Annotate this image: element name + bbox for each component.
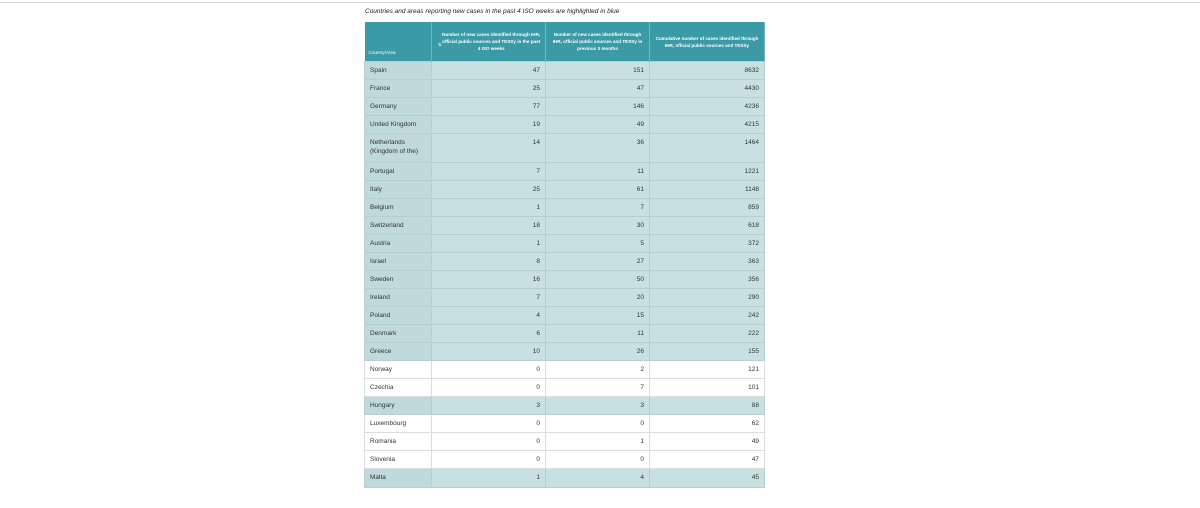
- country-cell: Slovenia: [365, 451, 432, 469]
- previous-3-months-cell: 3: [546, 397, 650, 415]
- cumulative-cell: 1464: [650, 134, 765, 163]
- previous-3-months-cell: 0: [546, 451, 650, 469]
- past-4-weeks-cell: 10: [432, 343, 546, 361]
- cumulative-cell: 618: [650, 217, 765, 235]
- table-body: [365, 62, 765, 488]
- past-4-weeks-cell: 0: [432, 415, 546, 433]
- table-row: [365, 379, 765, 397]
- cumulative-cell: 88: [650, 397, 765, 415]
- cases-table-container: [364, 22, 764, 488]
- table-row: [365, 80, 765, 98]
- country-cell: Denmark: [365, 325, 432, 343]
- cumulative-cell: 222: [650, 325, 765, 343]
- cumulative-cell: 4236: [650, 98, 765, 116]
- previous-3-months-cell: 4: [546, 469, 650, 488]
- country-cell: Austria: [365, 235, 432, 253]
- table-row: [365, 163, 765, 181]
- previous-3-months-cell: 47: [546, 80, 650, 98]
- table-row: [365, 325, 765, 343]
- previous-3-months-cell: 26: [546, 343, 650, 361]
- country-cell: Czechia: [365, 379, 432, 397]
- table-row: [365, 397, 765, 415]
- cumulative-cell: 45: [650, 469, 765, 488]
- previous-3-months-cell: 15: [546, 307, 650, 325]
- past-4-weeks-cell: 25: [432, 181, 546, 199]
- column-header-cumulative[interactable]: Cumulative number of cases identified through IHR, official public sources and TESSy: [650, 22, 765, 62]
- previous-3-months-cell: 20: [546, 289, 650, 307]
- past-4-weeks-cell: 18: [432, 217, 546, 235]
- past-4-weeks-cell: 7: [432, 163, 546, 181]
- table-row: [365, 199, 765, 217]
- country-cell: Belgium: [365, 199, 432, 217]
- previous-3-months-cell: 151: [546, 62, 650, 80]
- table-row: [365, 134, 765, 163]
- table-row: [365, 98, 765, 116]
- past-4-weeks-cell: 14: [432, 134, 546, 163]
- previous-3-months-cell: 7: [546, 199, 650, 217]
- past-4-weeks-cell: 1: [432, 469, 546, 488]
- table-row: [365, 433, 765, 451]
- country-cell: Ireland: [365, 289, 432, 307]
- country-cell: Italy: [365, 181, 432, 199]
- table-row: [365, 116, 765, 134]
- country-cell: Luxembourg: [365, 415, 432, 433]
- table-row: [365, 451, 765, 469]
- cumulative-cell: 356: [650, 271, 765, 289]
- cumulative-cell: 8632: [650, 62, 765, 80]
- column-header-country[interactable]: Country/Area: [365, 22, 432, 62]
- country-cell: Hungary: [365, 397, 432, 415]
- country-cell: Norway: [365, 361, 432, 379]
- previous-3-months-cell: 27: [546, 253, 650, 271]
- table-row: [365, 343, 765, 361]
- country-cell: Greece: [365, 343, 432, 361]
- previous-3-months-cell: 49: [546, 116, 650, 134]
- previous-3-months-cell: 11: [546, 325, 650, 343]
- past-4-weeks-cell: 8: [432, 253, 546, 271]
- country-cell: Israel: [365, 253, 432, 271]
- cumulative-cell: 363: [650, 253, 765, 271]
- table-header-row: [365, 22, 765, 62]
- cumulative-cell: 242: [650, 307, 765, 325]
- country-cell: United Kingdom: [365, 116, 432, 134]
- past-4-weeks-cell: 4: [432, 307, 546, 325]
- table-row: [365, 361, 765, 379]
- cumulative-cell: 49: [650, 433, 765, 451]
- past-4-weeks-cell: 0: [432, 361, 546, 379]
- past-4-weeks-cell: 77: [432, 98, 546, 116]
- country-cell: Malta: [365, 469, 432, 488]
- cumulative-cell: 372: [650, 235, 765, 253]
- previous-3-months-cell: 1: [546, 433, 650, 451]
- past-4-weeks-cell: 19: [432, 116, 546, 134]
- country-cell: France: [365, 80, 432, 98]
- cumulative-cell: 101: [650, 379, 765, 397]
- sort-icon: ⇅: [438, 42, 442, 47]
- table-row: [365, 415, 765, 433]
- table-row: [365, 289, 765, 307]
- table-row: [365, 62, 765, 80]
- past-4-weeks-cell: 0: [432, 451, 546, 469]
- table-caption: Countries and areas reporting new cases in the past 4 ISO weeks are highlighted in blue: [365, 8, 620, 15]
- previous-3-months-cell: 30: [546, 217, 650, 235]
- cumulative-cell: 4430: [650, 80, 765, 98]
- previous-3-months-cell: 0: [546, 415, 650, 433]
- country-cell: Netherlands (Kingdom of the): [365, 134, 432, 163]
- past-4-weeks-cell: 6: [432, 325, 546, 343]
- column-header-past-4-weeks[interactable]: ⇅ Number of new cases identified through IHR, official public sources and TESSy in the past 4 ISO weeks: [432, 22, 546, 62]
- table-row: [365, 307, 765, 325]
- previous-3-months-cell: 5: [546, 235, 650, 253]
- cumulative-cell: 290: [650, 289, 765, 307]
- table-row: [365, 235, 765, 253]
- country-cell: Sweden: [365, 271, 432, 289]
- previous-3-months-cell: 61: [546, 181, 650, 199]
- past-4-weeks-cell: 0: [432, 379, 546, 397]
- country-cell: Switzerland: [365, 217, 432, 235]
- past-4-weeks-cell: 0: [432, 433, 546, 451]
- previous-3-months-cell: 11: [546, 163, 650, 181]
- cumulative-cell: 155: [650, 343, 765, 361]
- table-row: [365, 253, 765, 271]
- past-4-weeks-cell: 1: [432, 235, 546, 253]
- table-row: [365, 217, 765, 235]
- country-cell: Spain: [365, 62, 432, 80]
- cases-table: [364, 22, 765, 488]
- cumulative-cell: 1148: [650, 181, 765, 199]
- previous-3-months-cell: 36: [546, 134, 650, 163]
- cumulative-cell: 859: [650, 199, 765, 217]
- past-4-weeks-cell: 25: [432, 80, 546, 98]
- table-row: [365, 469, 765, 488]
- past-4-weeks-cell: 16: [432, 271, 546, 289]
- past-4-weeks-cell: 47: [432, 62, 546, 80]
- country-cell: Portugal: [365, 163, 432, 181]
- previous-3-months-cell: 7: [546, 379, 650, 397]
- past-4-weeks-cell: 3: [432, 397, 546, 415]
- cumulative-cell: 47: [650, 451, 765, 469]
- previous-3-months-cell: 146: [546, 98, 650, 116]
- previous-3-months-cell: 50: [546, 271, 650, 289]
- column-header-previous-3-months[interactable]: Number of new cases identified through IHR, official public sources and TESSy in previous 3 months: [546, 22, 650, 62]
- previous-3-months-cell: 2: [546, 361, 650, 379]
- table-row: [365, 271, 765, 289]
- past-4-weeks-cell: 7: [432, 289, 546, 307]
- page-top-divider: [0, 2, 1200, 3]
- country-cell: Germany: [365, 98, 432, 116]
- cumulative-cell: 121: [650, 361, 765, 379]
- table-row: [365, 181, 765, 199]
- cumulative-cell: 1221: [650, 163, 765, 181]
- past-4-weeks-cell: 1: [432, 199, 546, 217]
- country-cell: Romania: [365, 433, 432, 451]
- cumulative-cell: 62: [650, 415, 765, 433]
- cumulative-cell: 4215: [650, 116, 765, 134]
- country-cell: Poland: [365, 307, 432, 325]
